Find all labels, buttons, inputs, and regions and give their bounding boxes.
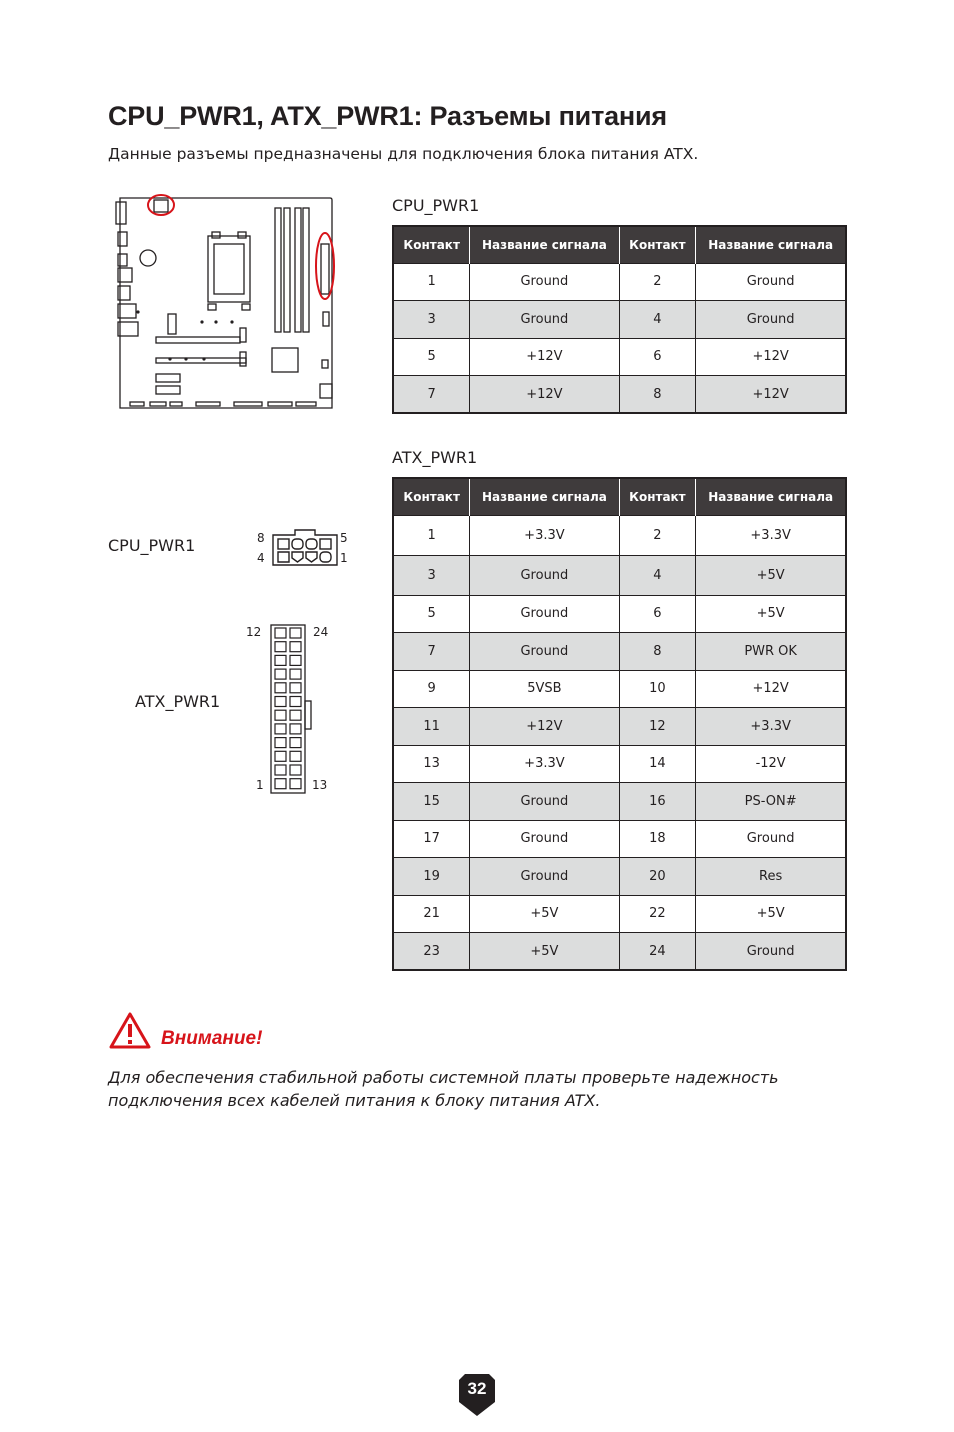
atx-pin-cell (290, 642, 301, 652)
atx-pin-cell (275, 697, 286, 707)
pin-cell: 3 (393, 555, 470, 595)
atx-pin-cell (290, 628, 301, 638)
pin-cell: 4 (619, 301, 696, 339)
motherboard-diagram (112, 188, 337, 418)
signal-cell: +5V (696, 595, 846, 633)
pin-cell: 20 (619, 858, 696, 896)
pin-cell: 12 (619, 708, 696, 746)
atx-pin-cell (275, 683, 286, 693)
table-row (393, 820, 846, 858)
page-title: CPU_PWR1, ATX_PWR1: Разъемы питания (108, 101, 667, 131)
warning-text: Для обеспечения стабильной работы системной платы проверьте надежность подключения всех кабелей питания к блоку питания ATX. (108, 1068, 779, 1110)
atx-pin-cell (275, 724, 286, 734)
header-signal: Название сигнала (696, 478, 846, 515)
atx-pin-cell (290, 655, 301, 665)
cpu-table-label: CPU_PWR1 (392, 196, 480, 215)
table-row (393, 745, 846, 783)
header-contact: Контакт (619, 226, 696, 263)
warning-icon (108, 1011, 152, 1051)
table-row (393, 515, 846, 555)
pin-cell: 8 (619, 376, 696, 414)
signal-cell: Ground (470, 633, 619, 671)
table-row (393, 670, 846, 708)
table-row (393, 895, 846, 933)
cpu-pin-table (392, 225, 847, 414)
atx-connector-label: ATX_PWR1 (135, 692, 221, 711)
cpu-pin-4: 4 (257, 551, 265, 565)
signal-cell: 5VSB (470, 670, 619, 708)
atx-pin-cell (275, 628, 286, 638)
cpu-pin-5: 5 (340, 531, 348, 545)
header-contact: Контакт (393, 478, 470, 515)
table-row (393, 263, 846, 301)
atx-pin-cell (290, 738, 301, 748)
signal-cell: Ground (696, 301, 846, 339)
atx-pin-cell (290, 751, 301, 761)
table-row (393, 783, 846, 821)
atx-pin-cell (290, 710, 301, 720)
atx-pin-table (392, 477, 847, 971)
pin-cell: 24 (619, 933, 696, 971)
atx-pin-cell (290, 669, 301, 679)
atx-pin-13: 13 (312, 778, 328, 792)
intro-text: Данные разъемы предназначены для подключения блока питания ATX. (108, 145, 699, 163)
table-row (393, 933, 846, 971)
pin-cell: 3 (393, 301, 470, 339)
signal-cell: +3.3V (470, 745, 619, 783)
header-signal: Название сигнала (470, 226, 619, 263)
pin-cell: 11 (393, 708, 470, 746)
table-row (393, 376, 846, 414)
atx-pin-cell (275, 751, 286, 761)
pin-cell: 21 (393, 895, 470, 933)
atx-pin-cell (275, 738, 286, 748)
pin-cell: 17 (393, 820, 470, 858)
pin-cell: 6 (619, 338, 696, 376)
cpu-connector-icon (271, 527, 339, 567)
atx-pin-cell (275, 669, 286, 679)
atx-connector-icon (268, 623, 318, 795)
signal-cell: +12V (696, 670, 846, 708)
atx-pin-24: 24 (313, 625, 329, 639)
signal-cell: Ground (470, 263, 619, 301)
pin-cell: 7 (393, 376, 470, 414)
pin-cell: 14 (619, 745, 696, 783)
signal-cell: +5V (470, 933, 619, 971)
pin-cell: 4 (619, 555, 696, 595)
signal-cell: +12V (470, 708, 619, 746)
atx-pin-cell (275, 710, 286, 720)
header-contact: Контакт (393, 226, 470, 263)
table-row (393, 633, 846, 671)
signal-cell: +5V (470, 895, 619, 933)
signal-cell: PWR OK (696, 633, 846, 671)
cpu-connector-label: CPU_PWR1 (108, 536, 196, 555)
pin-cell: 18 (619, 820, 696, 858)
table-row (393, 338, 846, 376)
table-header-row (393, 226, 846, 263)
pin-cell: 1 (393, 515, 470, 555)
pin-cell: 9 (393, 670, 470, 708)
signal-cell: PS-ON# (696, 783, 846, 821)
pin-cell: 1 (393, 263, 470, 301)
signal-cell: Ground (470, 820, 619, 858)
table-row (393, 301, 846, 339)
signal-cell: +12V (470, 376, 619, 414)
table-row (393, 595, 846, 633)
pin-cell: 10 (619, 670, 696, 708)
pin-cell: 23 (393, 933, 470, 971)
signal-cell: +5V (696, 555, 846, 595)
signal-cell: Ground (696, 933, 846, 971)
header-signal: Название сигнала (470, 478, 619, 515)
header-signal: Название сигнала (696, 226, 846, 263)
cpu-pin-1: 1 (340, 551, 348, 565)
warning-title: Внимание! (161, 1028, 263, 1049)
signal-cell: Ground (696, 820, 846, 858)
signal-cell: +12V (696, 376, 846, 414)
table-row (393, 708, 846, 746)
signal-cell: Ground (470, 595, 619, 633)
pin-cell: 15 (393, 783, 470, 821)
atx-pin-1: 1 (256, 778, 264, 792)
pin-cell: 2 (619, 515, 696, 555)
cpu-pin-8: 8 (257, 531, 265, 545)
atx-pin-cell (290, 779, 301, 789)
pin-cell: 22 (619, 895, 696, 933)
pin-cell: 5 (393, 595, 470, 633)
atx-pin-cell (275, 765, 286, 775)
signal-cell: Ground (470, 555, 619, 595)
signal-cell: +3.3V (470, 515, 619, 555)
table-row (393, 858, 846, 896)
atx-pin-cell (290, 697, 301, 707)
signal-cell: +12V (470, 338, 619, 376)
pin-cell: 5 (393, 338, 470, 376)
signal-cell: +3.3V (696, 708, 846, 746)
pin-cell: 8 (619, 633, 696, 671)
table-header-row (393, 478, 846, 515)
pin-cell: 19 (393, 858, 470, 896)
signal-cell: Ground (696, 263, 846, 301)
atx-pin-cell (275, 655, 286, 665)
atx-table-label: ATX_PWR1 (392, 448, 478, 467)
atx-pin-cell (290, 765, 301, 775)
signal-cell: Res (696, 858, 846, 896)
pin-cell: 16 (619, 783, 696, 821)
signal-cell: +12V (696, 338, 846, 376)
signal-cell: +3.3V (696, 515, 846, 555)
signal-cell: +5V (696, 895, 846, 933)
pin-cell: 13 (393, 745, 470, 783)
page-number: 32 (467, 1379, 487, 1398)
atx-pin-cell (290, 683, 301, 693)
pin-cell: 7 (393, 633, 470, 671)
atx-pin-12: 12 (246, 625, 262, 639)
pin-cell: 2 (619, 263, 696, 301)
pin-cell: 6 (619, 595, 696, 633)
header-contact: Контакт (619, 478, 696, 515)
signal-cell: Ground (470, 301, 619, 339)
table-row (393, 555, 846, 595)
signal-cell: -12V (696, 745, 846, 783)
signal-cell: Ground (470, 783, 619, 821)
atx-pin-cell (290, 724, 301, 734)
atx-pin-cell (275, 779, 286, 789)
atx-pin-cell (275, 642, 286, 652)
signal-cell: Ground (470, 858, 619, 896)
